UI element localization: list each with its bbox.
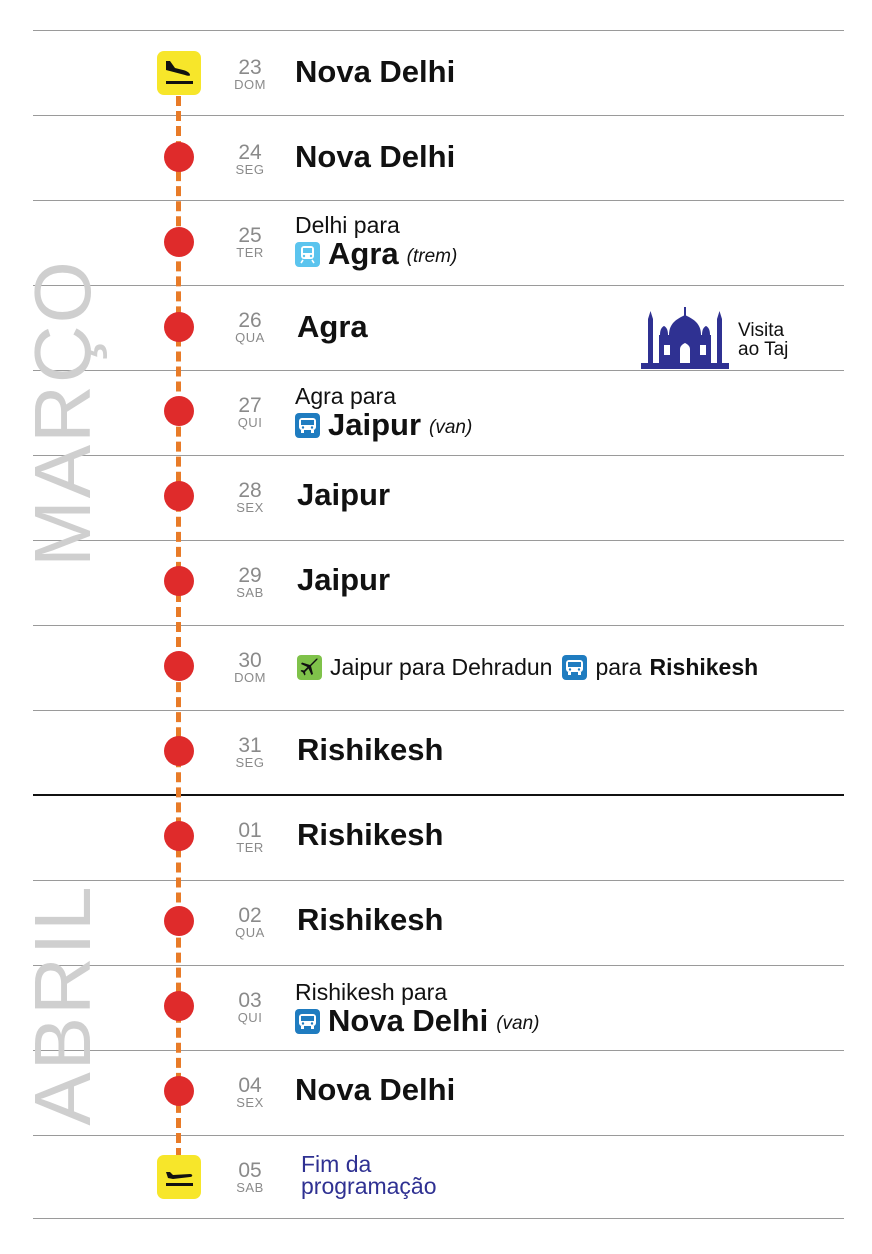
date-31: 31 SEG — [235, 734, 265, 770]
route-from: Rishikesh para — [295, 979, 448, 1005]
day-marker — [164, 481, 194, 511]
city-label: Rishikesh — [297, 732, 444, 767]
taj-mahal-icon — [641, 305, 729, 369]
city-label: Agra — [297, 309, 368, 344]
date-03: 03 QUI — [237, 989, 263, 1025]
city-label: Nova Delhi — [295, 54, 456, 89]
day-marker — [164, 566, 194, 596]
city-label: Nova Delhi — [328, 1003, 489, 1038]
day-marker — [164, 142, 194, 172]
city-label: Jaipur — [297, 477, 391, 512]
transport-mode: (van) — [496, 1013, 540, 1034]
date-26: 26 QUA — [235, 309, 265, 345]
route-30 — [297, 654, 758, 681]
route-to — [295, 236, 457, 272]
end-of-program: Fim da programação — [301, 1151, 437, 1199]
date-29: 29 SAB — [236, 564, 264, 600]
date-01: 01 TER — [236, 819, 264, 855]
date-23: 23 DOM — [234, 56, 266, 92]
day-marker — [164, 396, 194, 426]
date-25: 25 TER — [236, 224, 264, 260]
date-27: 27 QUI — [237, 394, 263, 430]
city-label: Agra — [328, 236, 399, 271]
date-02: 02 QUA — [235, 904, 265, 940]
arrival-badge — [157, 51, 201, 95]
city-label: Jaipur — [328, 407, 422, 442]
day-marker — [164, 821, 194, 851]
day-marker — [164, 227, 194, 257]
route-to — [295, 1003, 540, 1039]
van-icon — [295, 413, 320, 438]
route-to — [295, 407, 472, 443]
van-icon — [295, 1009, 320, 1034]
city-label: Rishikesh — [297, 902, 444, 937]
month-march: MARÇO — [18, 259, 107, 567]
route-from: Delhi para — [295, 212, 400, 238]
date-28: 28 SEX — [236, 479, 264, 515]
plane-landing-icon — [163, 58, 195, 88]
date-04: 04 SEX — [236, 1074, 264, 1110]
day-marker — [164, 991, 194, 1021]
route-connector: para — [595, 654, 642, 680]
city-label: Nova Delhi — [295, 1072, 456, 1107]
day-marker — [164, 312, 194, 342]
train-icon — [295, 242, 320, 267]
route-from: Agra para — [295, 383, 397, 409]
route-from: Jaipur para Dehradun — [330, 654, 553, 680]
city-label: Rishikesh — [297, 817, 444, 852]
day-marker — [164, 1076, 194, 1106]
month-april: ABRIL — [18, 884, 107, 1126]
day-marker — [164, 906, 194, 936]
transport-mode: (trem) — [406, 246, 458, 267]
day-marker — [164, 736, 194, 766]
city-label: Jaipur — [297, 562, 391, 597]
plane-takeoff-icon — [163, 1162, 195, 1192]
day-marker — [164, 651, 194, 681]
plane-icon — [297, 655, 322, 680]
city-label: Rishikesh — [649, 654, 759, 680]
van-icon — [562, 655, 587, 680]
date-24: 24 SEG — [235, 141, 265, 177]
month-divider — [33, 794, 844, 796]
date-30: 30 DOM — [234, 649, 266, 685]
visit-note: Visita ao Taj — [738, 320, 789, 360]
transport-mode: (van) — [429, 417, 473, 438]
city-label: Nova Delhi — [295, 139, 456, 174]
departure-badge — [157, 1155, 201, 1199]
date-05: 05 SAB — [236, 1159, 264, 1195]
